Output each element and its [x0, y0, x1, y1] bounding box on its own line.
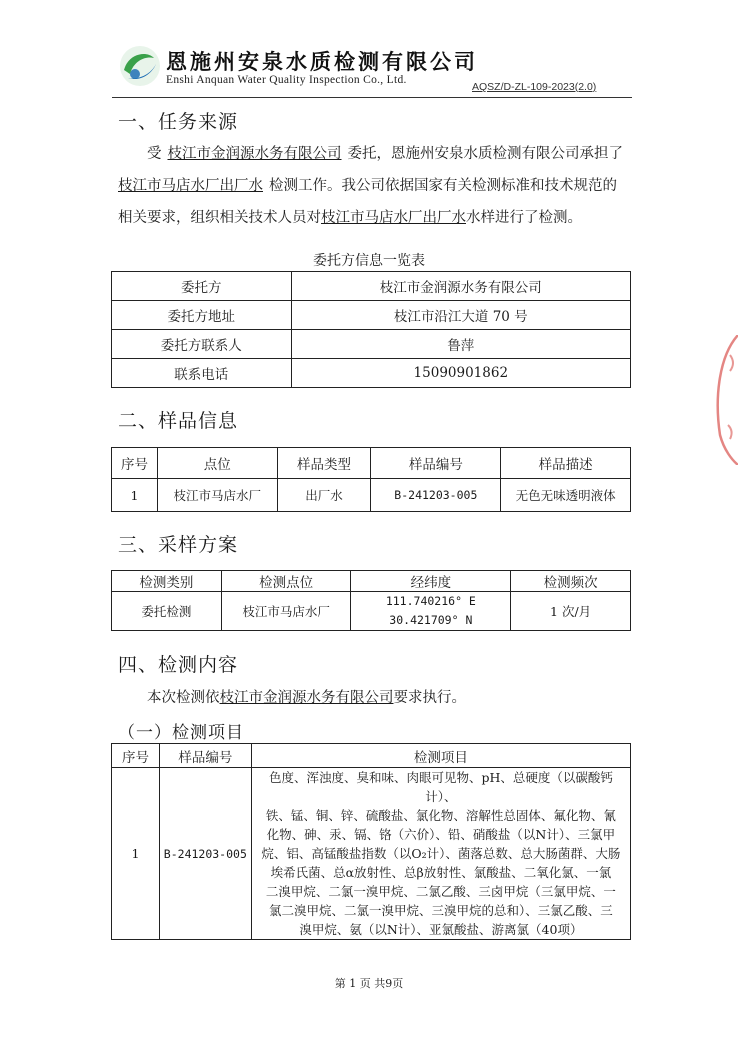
table-cell: 委托检测 — [112, 592, 222, 631]
body-text: 委托，恩施州安泉水质检测有限公司承担了 — [347, 146, 623, 162]
table-header-cell: 样品类型 — [277, 448, 371, 479]
section-3-title: 三、采样方案 — [118, 534, 239, 556]
table-header-cell: 检测频次 — [511, 571, 631, 592]
sample-info-table — [111, 447, 631, 512]
section-2-title: 二、样品信息 — [118, 410, 239, 432]
header-divider — [112, 97, 632, 98]
section-1-body — [118, 138, 638, 234]
table-cell: 联系电话 — [112, 359, 292, 388]
table-cell: 15090901862 — [291, 359, 630, 388]
company-name-cn: 恩施州安泉水质检测有限公司 — [166, 49, 478, 74]
table-cell: 1 — [112, 768, 160, 940]
company-logo — [118, 44, 162, 88]
seal-stamp-partial — [712, 335, 738, 465]
sample-site: 枝江市马店水厂出厂水 — [118, 178, 263, 194]
body-text: 受 — [147, 146, 162, 162]
document-number: AQSZ/D-ZL-109-2023(2.0) — [472, 81, 597, 93]
section-1-title: 一、任务来源 — [118, 111, 239, 133]
latitude: 30.421709° N — [389, 613, 473, 627]
table-header-cell: 序号 — [112, 744, 160, 768]
coordinates-cell — [351, 592, 511, 631]
table-row — [112, 330, 631, 359]
longitude: 111.740216° E — [385, 594, 476, 608]
client-name: 枝江市金润源水务有限公司 — [167, 146, 342, 162]
client-name: 枝江市金润源水务有限公司 — [219, 690, 394, 706]
table-cell: 委托方 — [112, 272, 292, 301]
company-name-en: Enshi Anquan Water Quality Inspection Co., Ltd. — [166, 74, 407, 86]
table-header-cell: 检测类别 — [112, 571, 222, 592]
table-cell: 出厂水 — [277, 479, 371, 512]
table-cell: 枝江市金润源水务有限公司 — [291, 272, 630, 301]
table-cell: 枝江市马店水厂 — [157, 479, 277, 512]
table-cell: 枝江市马店水厂 — [221, 592, 351, 631]
test-items-line: 烷、铝、高锰酸盐指数（以O₂计）、菌落总数、总大肠菌群、大肠 — [261, 846, 621, 861]
sampling-plan-table — [111, 570, 631, 631]
table-row — [112, 479, 631, 512]
table-header-cell: 序号 — [112, 448, 158, 479]
table-header-row — [112, 448, 631, 479]
table-row — [112, 359, 631, 388]
table-cell: 委托方地址 — [112, 301, 292, 330]
subsection-title: （一）检测项目 — [118, 723, 244, 743]
page-footer: 第 1 页 共9页 — [334, 977, 404, 990]
table-cell: 鲁萍 — [291, 330, 630, 359]
test-items-line: 铁、锰、铜、锌、硫酸盐、氯化物、溶解性总固体、氟化物、氰 — [265, 808, 616, 823]
table-row — [112, 768, 631, 940]
table-row — [112, 592, 631, 631]
client-info-table — [111, 271, 631, 388]
table-header-cell: 样品编号 — [159, 744, 251, 768]
test-items-cell — [251, 768, 630, 940]
table-cell: 枝江市沿江大道 70 号 — [291, 301, 630, 330]
table-header-cell: 检测点位 — [221, 571, 351, 592]
test-items-line: 色度、浑浊度、臭和味、肉眼可见物、pH、总硬度（以碳酸钙计）、 — [268, 770, 613, 804]
table-cell: 委托方联系人 — [112, 330, 292, 359]
table-cell: B-241203-005 — [159, 768, 251, 940]
table-header-row — [112, 744, 631, 768]
test-items-table — [111, 743, 631, 940]
table-header-cell: 样品描述 — [501, 448, 631, 479]
section-4-body — [147, 682, 466, 714]
body-text: 水样进行了检测。 — [466, 210, 582, 226]
table-header-cell: 样品编号 — [371, 448, 501, 479]
table-row — [112, 272, 631, 301]
test-items-line: 溴甲烷、氨（以N计）、亚氯酸盐、游离氯（40项） — [299, 922, 583, 937]
table-cell: 1 — [112, 479, 158, 512]
test-items-line: 二溴甲烷、二氯一溴甲烷、二氯乙酸、三卤甲烷（三氯甲烷、一 — [265, 884, 616, 899]
sample-site: 枝江市马店水厂出厂水 — [321, 210, 466, 226]
table-header-cell: 检测项目 — [251, 744, 630, 768]
body-text: 检测工作。我公司依据国家有关检测标准和技术规范的 — [269, 178, 617, 194]
table-cell: B-241203-005 — [371, 479, 501, 512]
table-cell: 无色无味透明液体 — [501, 479, 631, 512]
section-4-title: 四、检测内容 — [118, 654, 239, 676]
table-cell: 1 次/月 — [511, 592, 631, 631]
test-items-line: 化物、砷、汞、镉、铬（六价）、铅、硝酸盐（以N计）、三氯甲 — [266, 827, 616, 842]
table-row — [112, 301, 631, 330]
body-text: 相关要求，组织相关技术人员对 — [118, 210, 321, 226]
body-text: 本次检测依 — [147, 690, 220, 706]
client-table-caption: 委托方信息一览表 — [313, 253, 425, 269]
body-text: 要求执行。 — [393, 690, 466, 706]
table-header-row — [112, 571, 631, 592]
test-items-line: 埃希氏菌、总α放射性、总β放射性、氯酸盐、二氧化氯、一氯 — [270, 865, 612, 880]
table-header-cell: 经纬度 — [351, 571, 511, 592]
table-header-cell: 点位 — [157, 448, 277, 479]
test-items-line: 氯二溴甲烷、二氯一溴甲烷、三溴甲烷的总和）、三氯乙酸、三 — [269, 903, 613, 918]
